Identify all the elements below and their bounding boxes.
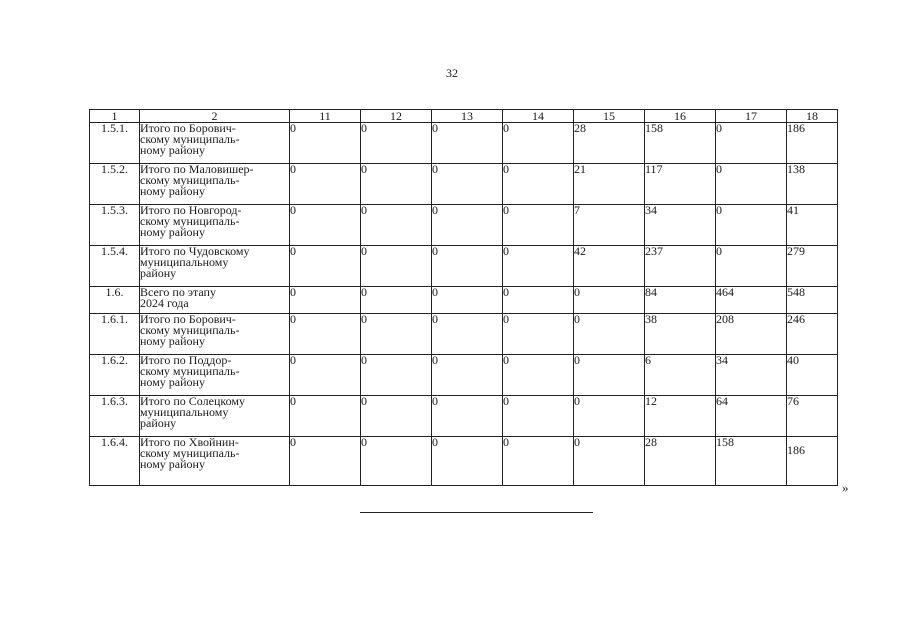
row-name-line: муниципальному xyxy=(140,405,229,419)
value-cell: 0 xyxy=(503,123,574,164)
value-cell: 0 xyxy=(503,164,574,205)
closing-quote: » xyxy=(842,480,849,495)
row-code-cell: 1.6. xyxy=(90,287,140,314)
value-cell: 0 xyxy=(361,396,432,437)
row-code-cell: 1.5.2. xyxy=(90,164,140,205)
value-cell: 0 xyxy=(716,205,787,246)
value-cell: 0 xyxy=(503,355,574,396)
row-name-line: скому муниципаль- xyxy=(140,173,240,187)
row-name-cell xyxy=(140,123,290,164)
value-cell: 0 xyxy=(361,246,432,287)
value-cell: 0 xyxy=(503,396,574,437)
table-row xyxy=(90,246,838,287)
value-cell: 64 xyxy=(716,396,787,437)
value-cell: 0 xyxy=(432,314,503,355)
value-cell: 246 xyxy=(787,314,838,355)
value-cell: 42 xyxy=(574,246,645,287)
value-cell: 0 xyxy=(503,437,574,486)
row-name-cell xyxy=(140,355,290,396)
value-cell: 0 xyxy=(290,164,361,205)
row-name-line: скому муниципаль- xyxy=(140,323,240,337)
table-row xyxy=(90,355,838,396)
row-name-line: 2024 года xyxy=(140,296,189,310)
row-name-line: району xyxy=(140,416,177,430)
footer-rule xyxy=(360,512,593,513)
value-cell: 34 xyxy=(645,205,716,246)
row-name-cell xyxy=(140,287,290,314)
value-cell: 464 xyxy=(716,287,787,314)
value-cell: 548 xyxy=(787,287,838,314)
value-cell: 0 xyxy=(290,355,361,396)
value-cell: 0 xyxy=(361,287,432,314)
value-cell: 0 xyxy=(432,164,503,205)
value-cell: 0 xyxy=(432,287,503,314)
value-cell: 0 xyxy=(574,396,645,437)
value-cell: 0 xyxy=(432,123,503,164)
value-cell: 0 xyxy=(503,246,574,287)
value-cell: 0 xyxy=(432,355,503,396)
value-cell: 186 xyxy=(787,437,838,486)
row-name-line: Итого по Борович- xyxy=(140,312,236,326)
value-cell: 0 xyxy=(361,437,432,486)
row-name-line: скому муниципаль- xyxy=(140,214,240,228)
value-cell: 12 xyxy=(645,396,716,437)
column-header: 13 xyxy=(432,110,503,123)
row-code-cell: 1.6.1. xyxy=(90,314,140,355)
table-row xyxy=(90,437,838,486)
row-name-cell xyxy=(140,396,290,437)
row-name-line: Итого по Борович- xyxy=(140,121,236,135)
row-name-cell xyxy=(140,246,290,287)
value-cell: 0 xyxy=(503,314,574,355)
value-cell: 0 xyxy=(361,205,432,246)
value-cell: 0 xyxy=(716,123,787,164)
column-header: 14 xyxy=(503,110,574,123)
value-cell: 0 xyxy=(432,396,503,437)
row-code-cell: 1.6.4. xyxy=(90,437,140,486)
row-name-line: ному району xyxy=(140,184,205,198)
value-cell: 7 xyxy=(574,205,645,246)
value-cell: 0 xyxy=(290,314,361,355)
value-cell: 0 xyxy=(574,287,645,314)
row-code-cell: 1.5.1. xyxy=(90,123,140,164)
row-name-line: скому муниципаль- xyxy=(140,446,240,460)
value-cell: 0 xyxy=(361,355,432,396)
row-name-line: Итого по Маловишер- xyxy=(140,162,254,176)
value-cell: 117 xyxy=(645,164,716,205)
data-table xyxy=(89,109,838,486)
value-cell: 0 xyxy=(716,246,787,287)
row-name-line: Итого по Чудовскому xyxy=(140,244,250,258)
value-cell: 0 xyxy=(290,123,361,164)
row-name-line: ному району xyxy=(140,143,205,157)
row-name-line: муниципальному xyxy=(140,255,229,269)
row-name-line: ному району xyxy=(140,375,205,389)
value-cell: 0 xyxy=(432,205,503,246)
value-cell: 0 xyxy=(361,164,432,205)
value-cell: 0 xyxy=(574,437,645,486)
value-cell: 0 xyxy=(290,287,361,314)
row-name-line: Всего по этапу xyxy=(140,285,216,299)
value-cell: 84 xyxy=(645,287,716,314)
value-cell: 6 xyxy=(645,355,716,396)
column-header: 12 xyxy=(361,110,432,123)
value-cell: 40 xyxy=(787,355,838,396)
value-cell: 28 xyxy=(574,123,645,164)
value-cell: 0 xyxy=(574,355,645,396)
value-cell: 0 xyxy=(432,437,503,486)
row-code-cell: 1.6.3. xyxy=(90,396,140,437)
value-cell: 158 xyxy=(645,123,716,164)
value-cell: 0 xyxy=(503,287,574,314)
value-cell: 76 xyxy=(787,396,838,437)
page-number: 32 xyxy=(446,66,458,80)
value-cell: 208 xyxy=(716,314,787,355)
row-name-line: ному району xyxy=(140,225,205,239)
value-cell: 0 xyxy=(290,396,361,437)
row-code-cell: 1.6.2. xyxy=(90,355,140,396)
column-header: 16 xyxy=(645,110,716,123)
table-row xyxy=(90,396,838,437)
table-row xyxy=(90,314,838,355)
value-cell: 41 xyxy=(787,205,838,246)
table-row xyxy=(90,164,838,205)
row-name-line: Итого по Солецкому xyxy=(140,394,245,408)
row-name-line: ному району xyxy=(140,457,205,471)
row-name-line: району xyxy=(140,266,177,280)
value-cell: 38 xyxy=(645,314,716,355)
column-header: 17 xyxy=(716,110,787,123)
column-header: 18 xyxy=(787,110,838,123)
row-name-line: ному району xyxy=(140,334,205,348)
value-cell: 0 xyxy=(503,205,574,246)
value-cell: 237 xyxy=(645,246,716,287)
table-row xyxy=(90,287,838,314)
value-cell: 0 xyxy=(716,164,787,205)
table-row xyxy=(90,205,838,246)
value-cell: 34 xyxy=(716,355,787,396)
value-cell: 0 xyxy=(290,246,361,287)
value-cell: 0 xyxy=(361,123,432,164)
row-name-line: скому муниципаль- xyxy=(140,132,240,146)
row-name-line: Итого по Поддор- xyxy=(140,353,232,367)
value-cell: 279 xyxy=(787,246,838,287)
value-cell: 0 xyxy=(361,314,432,355)
value-cell: 0 xyxy=(432,246,503,287)
row-name-line: скому муниципаль- xyxy=(140,364,240,378)
value-cell: 0 xyxy=(290,205,361,246)
value-cell: 0 xyxy=(574,314,645,355)
row-code-cell: 1.5.3. xyxy=(90,205,140,246)
row-name-cell xyxy=(140,205,290,246)
row-code-cell: 1.5.4. xyxy=(90,246,140,287)
column-header: 11 xyxy=(290,110,361,123)
value-cell: 138 xyxy=(787,164,838,205)
value-cell: 28 xyxy=(645,437,716,486)
row-name-line: Итого по Хвойнин- xyxy=(140,435,239,449)
value-cell: 186 xyxy=(787,123,838,164)
row-name-cell xyxy=(140,437,290,486)
value-cell: 21 xyxy=(574,164,645,205)
value-cell: 158 xyxy=(716,437,787,486)
column-header: 15 xyxy=(574,110,645,123)
row-name-cell xyxy=(140,314,290,355)
table-row xyxy=(90,123,838,164)
column-header: 1 xyxy=(90,110,140,123)
value-cell: 0 xyxy=(290,437,361,486)
column-header: 2 xyxy=(140,110,290,123)
row-name-line: Итого по Новгород- xyxy=(140,203,242,217)
row-name-cell xyxy=(140,164,290,205)
